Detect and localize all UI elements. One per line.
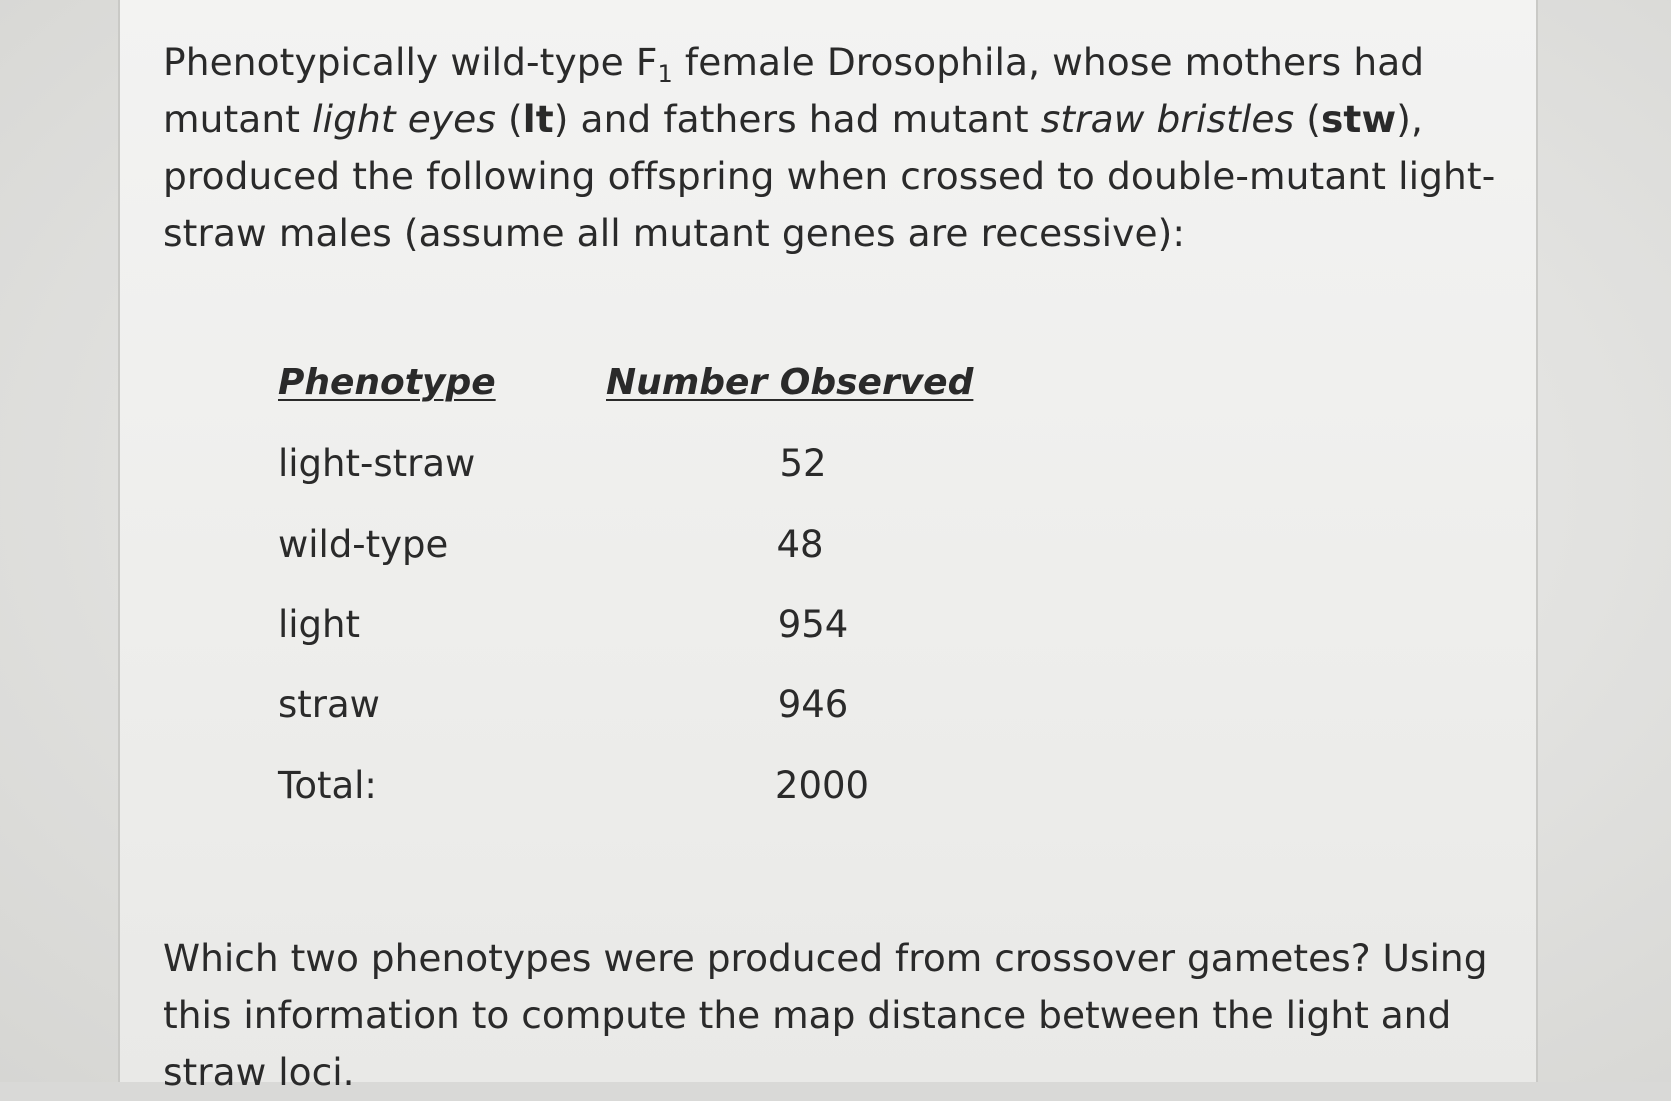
intro-text-5: (	[1294, 97, 1322, 141]
table-row-phenotype: wild-type	[278, 523, 449, 566]
light-eyes-term: light eyes	[312, 97, 496, 141]
question-text: Which two phenotypes were produced from crossover gametes? Using this information to compute the map distance between the light and straw loci.	[163, 936, 1488, 1094]
problem-intro	[163, 34, 1523, 262]
table-row-number: 48	[776, 523, 824, 566]
number-observed-header: Number Observed	[606, 362, 974, 403]
intro-text-6: ), produced the following offspring when crossed to double-mutant light-straw males (assume all mutant genes are recessive):	[163, 97, 1496, 255]
table-row-phenotype: light-straw	[278, 442, 476, 485]
intro-text-3: (	[495, 97, 523, 141]
table-row-phenotype: Total:	[278, 764, 377, 807]
table-row-phenotype: straw	[278, 683, 380, 726]
stw-symbol: stw	[1321, 97, 1397, 141]
intro-text-4: ) and fathers had mutant	[553, 97, 1041, 141]
straw-bristles-term: straw bristles	[1040, 97, 1295, 141]
f1-subscript: 1	[657, 60, 673, 88]
table-row-number: 946	[777, 683, 849, 726]
table-row-phenotype: light	[278, 603, 361, 646]
table-row-number: 954	[777, 603, 849, 646]
intro-text-2: female Drosophila, whose mothers had mutant	[163, 40, 1425, 141]
table-row-number: 52	[779, 442, 827, 485]
phenotype-header: Phenotype	[278, 362, 496, 403]
lt-symbol: lt	[522, 97, 554, 141]
intro-text-1: Phenotypically wild-type F	[163, 40, 658, 84]
table-row-number: 2000	[774, 764, 870, 807]
